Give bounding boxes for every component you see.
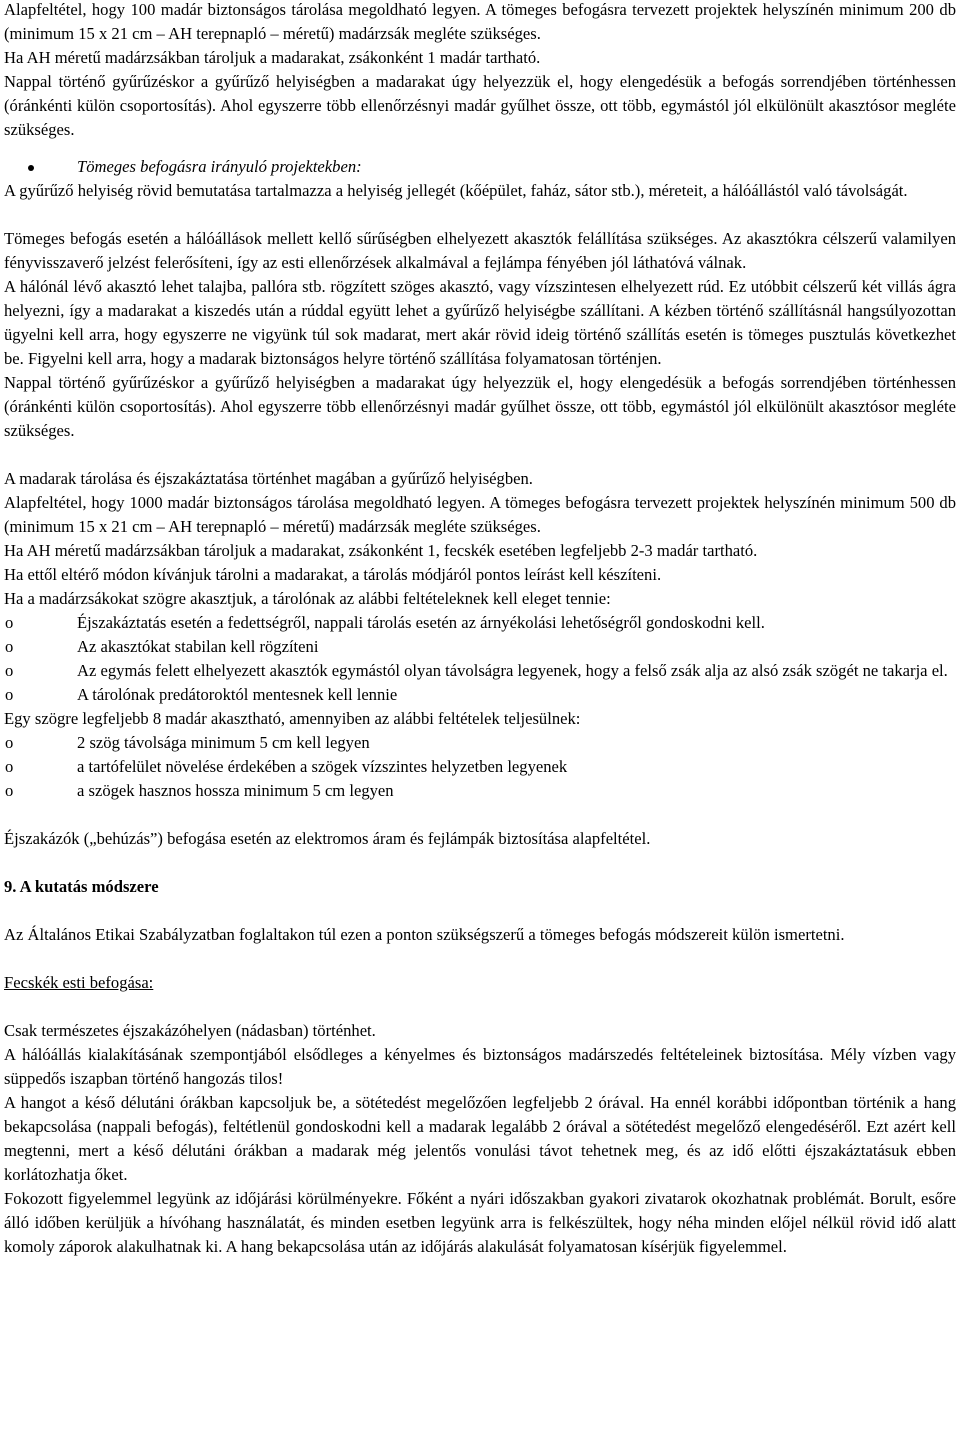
paragraph: Ha ettől eltérő módon kívánjuk tárolni a madarakat, a tárolás módjáról pontos leírást kell készíteni. <box>4 565 662 584</box>
bullet-item <box>4 155 956 179</box>
spacer <box>4 443 956 467</box>
paragraph: Alapfeltétel, hogy 1000 madár biztonságos tárolása megoldható legyen. A tömeges befogásra tervezett projektek helyszínén minimum 500 db (minimum 15 x 21 cm – AH terepnapló – méretű) madárzsák megléte szükséges. <box>4 493 956 536</box>
section-heading: 9. A kutatás módszere <box>4 877 159 896</box>
list-marker: o <box>5 733 14 752</box>
list-marker: o <box>5 637 14 656</box>
list-item <box>4 683 956 707</box>
storage-conditions-list <box>4 611 956 707</box>
list-item-text: Az egymás felett elhelyezett akasztók egymástól olyan távolságra legyenek, hogy a felső zsák alja az alsó zsák szögét ne takarja el. <box>77 661 948 680</box>
spacer <box>4 947 956 971</box>
paragraph: Nappal történő gyűrűzéskor a gyűrűző helyiségben a madarakat úgy helyezzük el, hogy elengedésük a befogás sorrendjében történhessen (óránkénti külön csoportosítás). Ahol egyszerre több ellenőrzésnyi madár gyűlhet össze, ott több, egymástól jól elkülönült akasztósor megléte szükséges. <box>4 72 956 139</box>
list-marker: o <box>5 613 14 632</box>
paragraph: Ha a madárzsákokat szögre akasztjuk, a tárolónak az alábbi feltételeknek kell eleget tennie: <box>4 589 611 608</box>
list-item <box>4 635 956 659</box>
list-item <box>4 755 956 779</box>
paragraph: Csak természetes éjszakázóhelyen (nádasban) történhet. <box>4 1021 376 1040</box>
paragraph: Alapfeltétel, hogy 100 madár biztonságos tárolása megoldható legyen. A tömeges befogásra tervezett projektek helyszínén minimum 200 db (minimum 15 x 21 cm – AH terepnapló – méretű) madárzsák megléte szükséges. <box>4 0 956 43</box>
list-item <box>4 611 956 635</box>
list-item <box>4 659 956 683</box>
spacer <box>4 203 956 227</box>
spacer <box>4 899 956 923</box>
spacer <box>4 803 956 827</box>
bullet-title: Tömeges befogásra irányuló projektekben: <box>77 157 362 176</box>
list-item-text: a tartófelület növelése érdekében a szögek vízszintes helyzetben legyenek <box>77 757 568 776</box>
list-marker: o <box>5 781 14 800</box>
list-marker: o <box>5 661 14 680</box>
list-item-text: Éjszakáztatás esetén a fedettségről, nappali tárolás esetén az árnyékolási lehetőségről gondoskodni kell. <box>77 613 765 632</box>
paragraph: Egy szögre legfeljebb 8 madár akasztható, amennyiben az alábbi feltételek teljesülnek: <box>4 709 581 728</box>
list-item <box>4 779 956 803</box>
paragraph: A hangot a késő délutáni órákban kapcsoljuk be, a sötétedést megelőzően legfeljebb 2 órával. Ha ennél korábbi időpontban történik a hang bekapcsolása (nappali befogás), feltétlenül gondoskodni kell a madarak legalább 2 órával a sötétedést megelőző elengedéséről. Ezt azért kell megtenni, mert a késő délutáni órákban a madarak még jelentős vonulási távot tehetnek meg, és az idő előtti éjszakáztatásuk ebben korlátozhatja őket. <box>4 1093 956 1184</box>
paragraph: Ha AH méretű madárzsákban tároljuk a madarakat, zsákonként 1 madár tartható. <box>4 48 541 67</box>
spacer <box>4 851 956 875</box>
list-item <box>4 731 956 755</box>
paragraph: A hálóállás kialakításának szempontjából elsődleges a kényelmes és biztonságos madárszedés feltételeinek biztosítása. Mély vízben vagy süppedős iszapban történő hangozás tilos! <box>4 1045 956 1088</box>
paragraph: Éjszakázók („behúzás”) befogása esetén az elektromos áram és fejlámpák biztosítása alapfeltétel. <box>4 829 651 848</box>
paragraph: A hálónál lévő akasztó lehet talajba, pallóra stb. rögzített szöges akasztó, vagy vízszintesen elhelyezett rúd. Ez utóbbit célszerű két villás ágra helyezni, így a madarakat a kiszedés után a rúddal együtt lehet a gyűrűző helyiségbe szállítani. A kézben történő szállításnál hangsúlyozottan ügyelni kell arra, hogy egyszerre ne vigyünk túl sok madarat, mert akár rövid ideig történő szállítás esetén is tömeges pusztulás következhet be. Figyelni kell arra, hogy a madarak biztonságos helyre történő szállítása folyamatosan történjen. <box>4 277 956 368</box>
bullet-dot-icon <box>28 165 34 171</box>
paragraph: Ha AH méretű madárzsákban tároljuk a madarakat, zsákonként 1, fecskék esetében legfeljebb 2-3 madár tartható. <box>4 541 758 560</box>
list-item-text: a szögek hasznos hossza minimum 5 cm legyen <box>77 781 394 800</box>
list-item-text: 2 szög távolsága minimum 5 cm kell legyen <box>77 733 370 752</box>
subheading: Fecskék esti befogása: <box>4 973 154 992</box>
paragraph: Nappal történő gyűrűzéskor a gyűrűző helyiségben a madarakat úgy helyezzük el, hogy elengedésük a befogás sorrendjében történhessen (óránkénti külön csoportosítás). Ahol egyszerre több ellenőrzésnyi madár gyűlhet össze, ott több, egymástól jól elkülönült akasztósor megléte szükséges. <box>4 373 956 440</box>
list-marker: o <box>5 757 14 776</box>
paragraph: Az Általános Etikai Szabályzatban foglaltakon túl ezen a ponton szükségszerű a tömeges befogás módszereit külön ismertetni. <box>4 925 845 944</box>
paragraph: A madarak tárolása és éjszakáztatása történhet magában a gyűrűző helyiségben. <box>4 469 533 488</box>
paragraph: Fokozott figyelemmel legyünk az időjárási körülményekre. Főként a nyári időszakban gyakori zivatarok okozhatnak problémát. Borult, esőre álló időben kerüljük a hívóhang használatát, és minden esetben legyünk arra is felkészültek, hogy néha minden előjel nélkül rövid idő alatt komoly záporok alakulhatnak ki. A hang bekapcsolása után az időjárás alakulását folyamatosan kísérjük figyelemmel. <box>4 1189 956 1256</box>
list-marker: o <box>5 685 14 704</box>
paragraph: Tömeges befogás esetén a hálóállások mellett kellő sűrűségben elhelyezett akasztók felállítása szükséges. Az akasztókra célszerű valamilyen fényvisszaverő jelzést felerősíteni, így az esti ellenőrzések alkalmával a fejlámpa fényében jól láthatóvá válnak. <box>4 229 956 272</box>
spacer <box>4 995 956 1019</box>
nail-conditions-list <box>4 731 956 803</box>
list-item-text: A tárolónak predátoroktól mentesnek kell lennie <box>77 685 398 704</box>
list-item-text: Az akasztókat stabilan kell rögzíteni <box>77 637 319 656</box>
paragraph: A gyűrűző helyiség rövid bemutatása tartalmazza a helyiség jellegét (kőépület, faház, sátor stb.), méreteit, a hálóállástól való távolságát. <box>4 181 908 200</box>
document-page <box>4 0 956 1259</box>
